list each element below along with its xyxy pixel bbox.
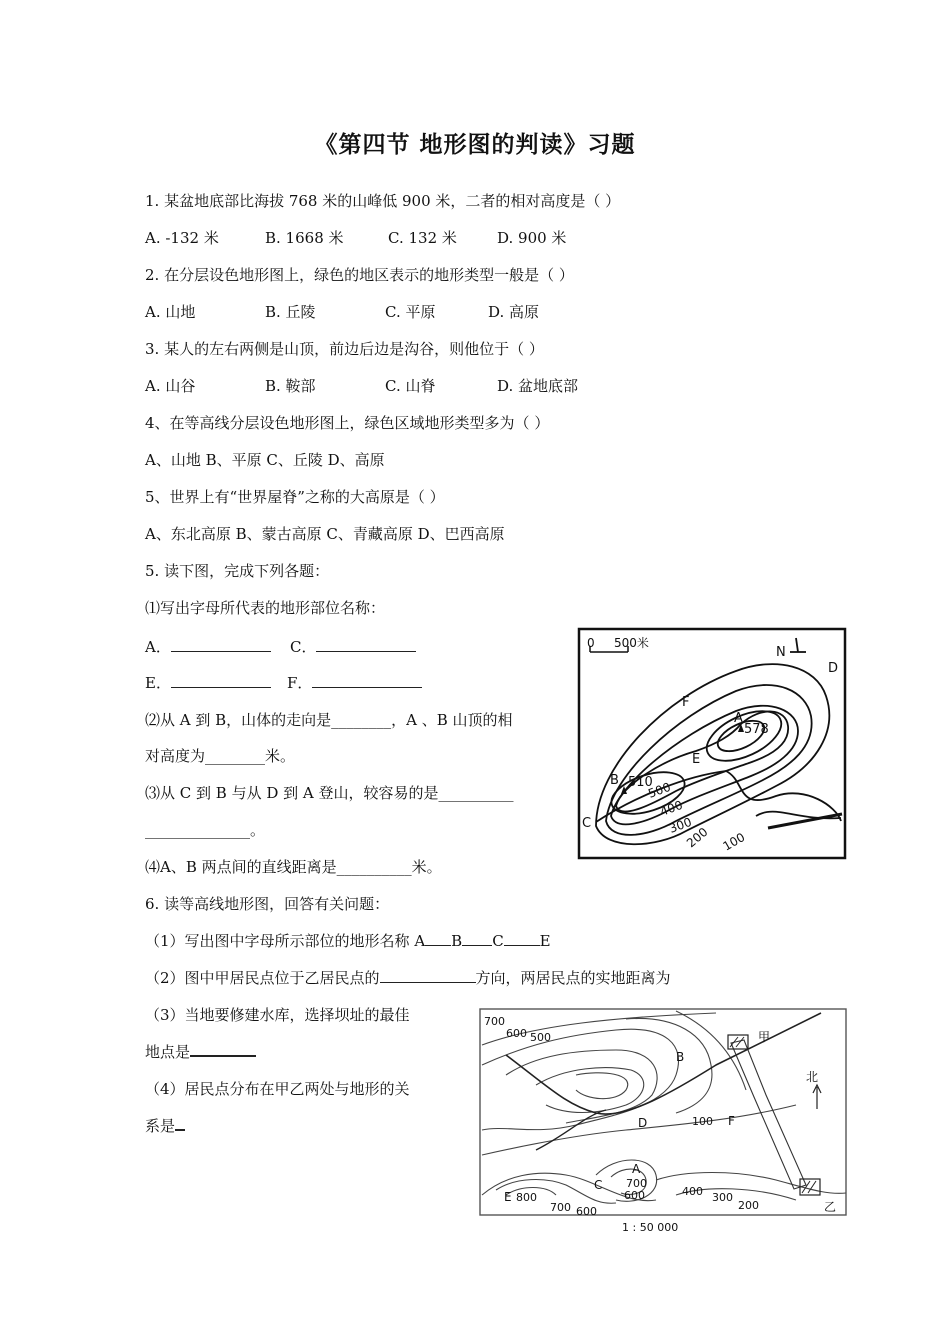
map1-peak-a: 578 [744,722,769,737]
map1-peak-b: 510 [628,775,653,790]
map2-jia-label: 甲 [758,1030,771,1044]
question-5a-options: A、东北高原 B、蒙古高原 C、青藏高原 D、巴西高原 [145,525,505,543]
q5b-part-4: ⑷A、B 两点间的直线距离是__________米。 [145,858,442,876]
map2-contour-600-mid: 600 [624,1189,645,1202]
map2-letter-f: F [728,1114,735,1128]
map2-north-label: 北 [806,1070,819,1084]
q6-part-2-suffix: 方向，两居民点的实地距离为 [475,969,671,987]
map2-scale: 1 : 50 000 [622,1221,679,1234]
q2-option-c: C. 平原 [385,303,436,321]
q5b-part-2b: 对高度为________米。 [145,747,296,765]
q6-part-3b-text: 地点是 [145,1043,191,1061]
q5b-blank-e [145,672,271,693]
map1-label-c: C [582,816,592,831]
q5b-blank-c [290,636,416,657]
q5b-label-a: A． [145,638,171,656]
map1-scale-text: 500米 [614,636,649,650]
map2-contour-400: 400 [682,1185,703,1198]
map1-label-b: B [610,773,619,788]
map2-contour-500-top: 500 [530,1031,551,1044]
q3-option-a: A. 山谷 [145,377,196,395]
q6-part-4b-text: 系是 [145,1117,176,1135]
map2-contour-600-low: 600 [576,1205,597,1218]
map1-label-f: F [682,695,690,710]
question-3-stem: 3. 某人的左右两侧是山顶，前边后边是沟谷，则他位于（ ） [145,340,544,358]
contour-map-1 [576,626,848,862]
q6-part-1-c: C [492,932,504,950]
question-6-stem: 6. 读等高线地形图，回答有关问题： [145,895,390,913]
map1-scale-zero: 0 [587,636,595,650]
q6-part-3b [145,1041,256,1062]
question-5a-stem: 5、世界上有“世界屋脊”之称的大高原是（ ） [145,488,445,506]
map2-contour-600-top: 600 [506,1027,527,1040]
map1-contour-400: 400 [658,797,685,819]
q5b-label-c: C． [290,638,317,656]
question-4-options: A、山地 B、平原 C、丘陵 D、高原 [145,451,385,469]
q5b-part-2a: ⑵从 A 到 B，山体的走向是________，A 、B 山顶的相 [145,711,513,729]
q1-option-a: A. -132 米 [145,229,219,247]
question-1-stem: 1. 某盆地底部比海拔 768 米的山峰低 900 米，二者的相对高度是（ ） [145,192,621,210]
map2-letter-a: A [632,1162,641,1176]
q1-option-b: B. 1668 米 [265,229,344,247]
q6-part-4b [145,1115,185,1136]
q2-option-b: B. 丘陵 [265,303,316,321]
q5b-label-f: F． [287,674,313,692]
map2-letter-b: B [676,1050,685,1064]
q6-part-2 [145,967,671,988]
map1-label-a: A [734,711,743,726]
map2-contour-300: 300 [712,1191,733,1204]
map1-contour-500: 500 [646,779,673,801]
q6-part-2-prefix: （2）图中甲居民点位于乙居民点的 [145,969,380,987]
map2-contour-700-low: 700 [550,1201,571,1214]
map2-letter-c: C [594,1178,603,1192]
map2-contour-700-mid: 700 [626,1177,647,1190]
q5b-label-e: E． [145,674,171,692]
q3-option-b: B. 鞍部 [265,377,316,395]
page-title: 《第四节 地形图的判读》习题 [314,131,636,158]
q6-part-1-e: E [539,932,551,950]
q5b-blank-a [145,636,271,657]
q6-part-3a: （3）当地要修建水库，选择坝址的最佳 [145,1006,410,1024]
map2-contour-700-top: 700 [484,1015,505,1028]
q6-part-1 [145,930,551,951]
q6-part-4a: （4）居民点分布在甲乙两处与地形的关 [145,1080,410,1098]
q5b-part-3a: ⑶从 C 到 B 与从 D 到 A 登山，较容易的是__________ [145,784,514,802]
q6-part-1-b: B [451,932,463,950]
map1-contour-100: 100 [720,830,748,854]
map2-contour-100: 100 [692,1115,713,1128]
q2-option-d: D. 高原 [488,303,540,321]
contour-map-2 [476,1005,856,1237]
q1-option-c: C. 132 米 [388,229,457,247]
contour-map-1-svg [576,626,848,862]
map2-contour-200: 200 [738,1199,759,1212]
q5b-part-3b: ______________。 [145,821,266,839]
q1-option-d: D. 900 米 [497,229,567,247]
map1-label-e: E [692,752,701,767]
map2-letter-e: E [504,1190,512,1204]
q3-option-d: D. 盆地底部 [497,377,579,395]
map1-label-d: D [828,661,839,676]
q5b-part-1: ⑴写出字母所代表的地形部位名称： [145,599,386,617]
q5b-blank-f [287,672,422,693]
question-4-stem: 4、在等高线分层设色地形图上，绿色区域地形类型多为（ ） [145,414,550,432]
map1-contour-200: 200 [683,824,711,851]
map2-letter-d: D [638,1116,648,1130]
map2-yi-label: 乙 [824,1200,837,1214]
map2-contour-800: 800 [516,1191,537,1204]
q3-option-c: C. 山脊 [385,377,436,395]
map1-north: N [776,645,786,660]
map1-contour-300: 300 [667,814,694,836]
question-2-stem: 2. 在分层设色地形图上，绿色的地区表示的地形类型一般是（ ） [145,266,574,284]
question-5b-stem: 5. 读下图，完成下列各题： [145,562,330,580]
contour-map-2-svg [476,1005,856,1237]
q2-option-a: A. 山地 [145,303,196,321]
q6-part-1-prefix: （1）写出图中字母所示部位的地形名称 A [145,932,426,950]
